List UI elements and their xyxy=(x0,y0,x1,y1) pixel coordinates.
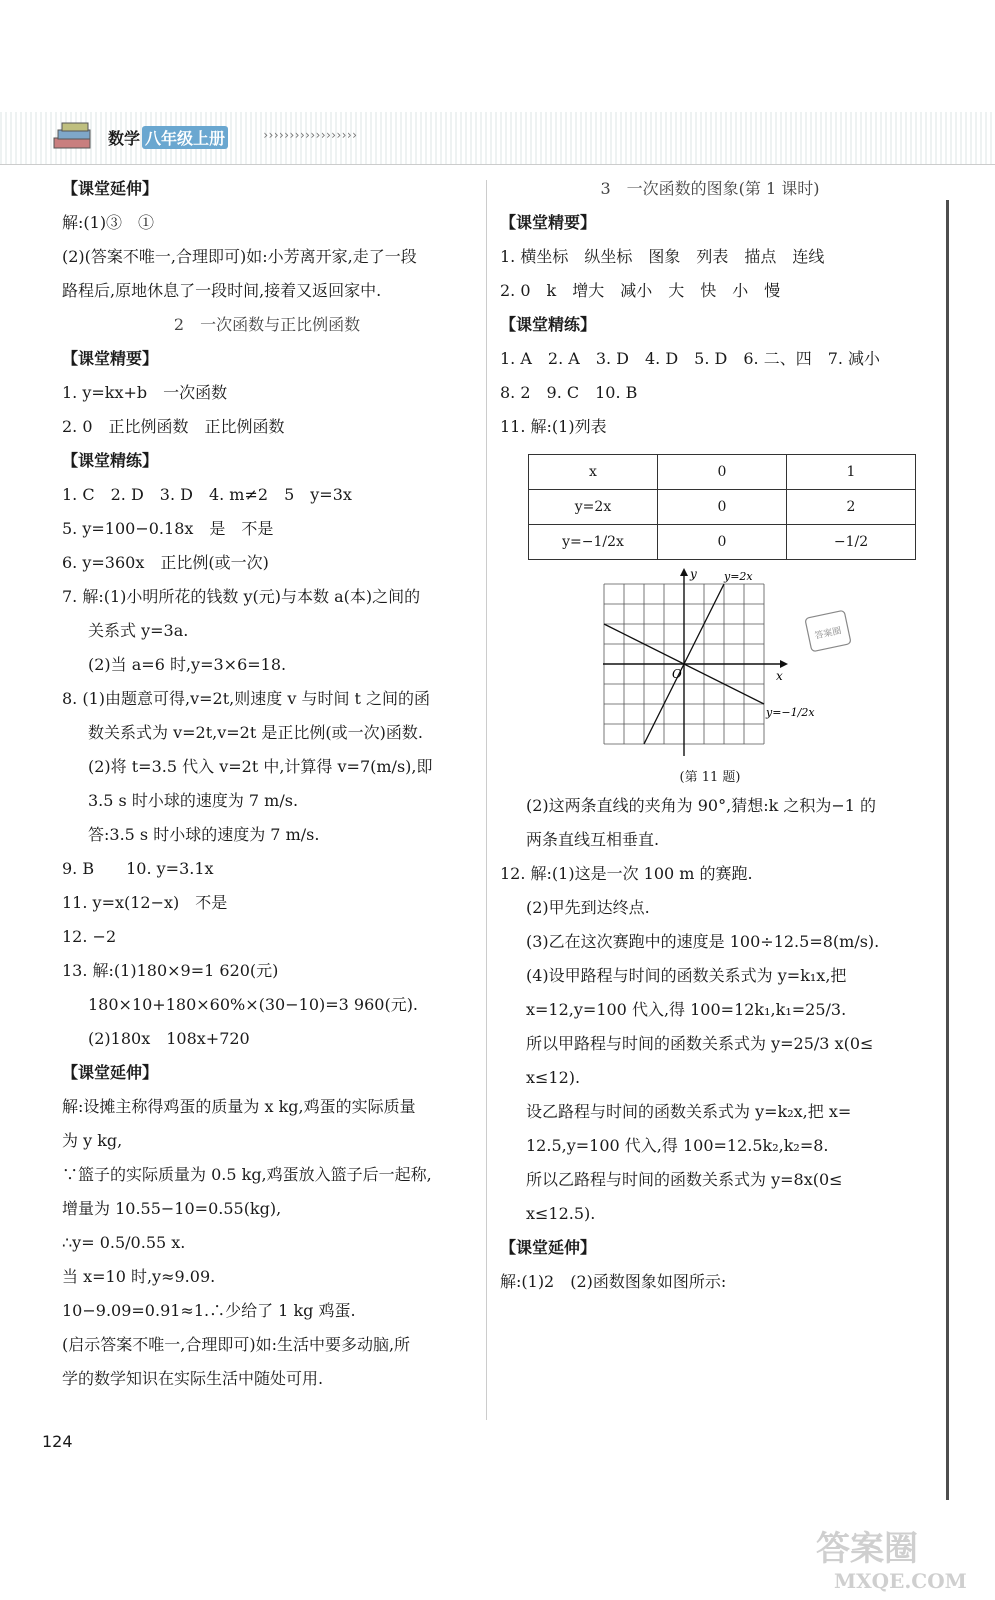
text-line: 答:3.5 s 时小球的速度为 7 m/s. xyxy=(88,825,320,844)
text-line: 1. C 2. D 3. D 4. m≠2 5 y=3x xyxy=(62,485,352,504)
text-line: 为 y kg, xyxy=(62,1131,123,1150)
text-line: 路程后,原地休息了一段时间,接着又返回家中. xyxy=(62,281,382,300)
table-cell: 1 xyxy=(787,455,916,490)
text-line: x=12,y=100 代入,得 100=12k₁,k₁=25/3. xyxy=(526,1000,847,1019)
text-line: x≤12.5). xyxy=(526,1204,596,1223)
text-line: 12.5,y=100 代入,得 100=12.5k₂,k₂=8. xyxy=(526,1136,829,1155)
table-cell: y=−1/2x xyxy=(529,525,658,560)
line-label-2x: y=2x xyxy=(724,570,753,583)
table-cell: 2 xyxy=(787,490,916,525)
watermark-logo xyxy=(810,1520,980,1595)
text-line: 设乙路程与时间的函数关系式为 y=k₂x,把 x= xyxy=(526,1102,852,1121)
text-line: 11. 解:(1)列表 xyxy=(500,417,607,436)
left-column xyxy=(62,172,472,1396)
text-line: 1. 横坐标 纵坐标 图象 列表 描点 连线 xyxy=(500,247,825,266)
text-line: (3)乙在这次赛跑中的速度是 100÷12.5=8(m/s). xyxy=(526,932,880,951)
table-row xyxy=(529,490,916,525)
table-cell: y=2x xyxy=(529,490,658,525)
right-column xyxy=(500,172,920,1299)
right-top-text xyxy=(500,172,920,444)
table-row xyxy=(529,455,916,490)
answer-table xyxy=(528,454,916,560)
section-heading: 【课堂延伸】 xyxy=(62,1063,159,1082)
text-line: 3.5 s 时小球的速度为 7 m/s. xyxy=(88,791,299,810)
table-cell: x xyxy=(529,455,658,490)
text-line: 关系式 y=3a. xyxy=(88,621,189,640)
text-line: 解:(1)2 (2)函数图象如图所示: xyxy=(500,1272,727,1291)
section-heading: 【课堂延伸】 xyxy=(500,1238,597,1257)
text-line: (2)当 a=6 时,y=3×6=18. xyxy=(88,655,287,674)
header-subject: 数学 xyxy=(108,129,141,148)
column-divider xyxy=(486,180,487,1420)
table-cell: −1/2 xyxy=(787,525,916,560)
text-line: 解:(1)③ ① xyxy=(62,213,155,232)
books-icon xyxy=(52,120,96,154)
text-line: 11. y=x(12−x) 不是 xyxy=(62,893,228,912)
page-header xyxy=(0,112,995,165)
text-line: (启示答案不唯一,合理即可)如:生活中要多动脑,所 xyxy=(62,1335,411,1354)
header-title xyxy=(108,126,228,149)
text-line: 6. y=360x 正比例(或一次) xyxy=(62,553,269,572)
text-line: 学的数学知识在实际生活中随处可用. xyxy=(62,1369,324,1388)
section-heading: 【课堂精练】 xyxy=(62,451,159,470)
text-line: 12. 解:(1)这是一次 100 m 的赛跑. xyxy=(500,864,753,883)
section-heading: 【课堂精要】 xyxy=(62,349,159,368)
text-line: 数关系式为 v=2t,v=2t 是正比例(或一次)函数. xyxy=(88,723,423,742)
watermark-domain: MXQE.COM xyxy=(834,1569,967,1593)
text-line: 5. y=100−0.18x 是 不是 xyxy=(62,519,274,538)
text-line: 8. 2 9. C 10. B xyxy=(500,383,638,402)
text-line: (2)将 t=3.5 代入 v=2t 中,计算得 v=7(m/s),即 xyxy=(88,757,433,776)
text-line: 8. (1)由题意可得,v=2t,则速度 v 与时间 t 之间的函 xyxy=(62,689,431,708)
x-axis-label: x xyxy=(776,669,783,683)
text-line: 13. 解:(1)180×9=1 620(元) xyxy=(62,961,279,980)
binding-edge xyxy=(946,200,949,1500)
text-line: 所以乙路程与时间的函数关系式为 y=8x(0≤ xyxy=(526,1170,843,1189)
watermark-text: 答案圈 xyxy=(816,1529,918,1569)
text-line: (2)甲先到达终点. xyxy=(526,898,650,917)
graph-caption: (第 11 题) xyxy=(679,770,741,785)
chapter-title: 3 一次函数的图象(第 1 课时) xyxy=(600,179,820,198)
text-line: 1. A 2. A 3. D 4. D 5. D 6. 二、四 7. 减小 xyxy=(500,349,881,368)
function-graph xyxy=(598,568,828,760)
section-heading: 【课堂精练】 xyxy=(500,315,597,334)
origin-label: O xyxy=(672,667,682,681)
text-line: 2. 0 k 增大 减小 大 快 小 慢 xyxy=(500,281,781,300)
text-line: 7. 解:(1)小明所花的钱数 y(元)与本数 a(本)之间的 xyxy=(62,587,421,606)
text-line: 9. B 10. y=3.1x xyxy=(62,859,214,878)
text-line: ∵篮子的实际质量为 0.5 kg,鸡蛋放入篮子后一起称, xyxy=(62,1165,432,1184)
table-cell: 0 xyxy=(658,525,787,560)
header-arrows: ›››››››››››››››››› xyxy=(262,128,357,142)
x-axis-arrow xyxy=(780,660,788,668)
y-axis-arrow xyxy=(680,568,688,576)
text-line: x≤12). xyxy=(526,1068,581,1087)
right-bottom-text xyxy=(500,789,920,1299)
text-line: 12. −2 xyxy=(62,927,117,946)
stamp-text: 答案圈 xyxy=(813,626,843,642)
text-line: 10−9.09=0.91≈1.∴少给了 1 kg 鸡蛋. xyxy=(62,1301,356,1320)
text-line: 增量为 10.55−10=0.55(kg), xyxy=(62,1199,282,1218)
text-line: ∴y= 0.5/0.55 x. xyxy=(62,1233,186,1252)
line-label-neg-half-x: y=−1/2x xyxy=(766,706,815,719)
chapter-title: 2 一次函数与正比例函数 xyxy=(173,315,361,334)
table-cell: 0 xyxy=(658,490,787,525)
header-grade: 八年级上册 xyxy=(142,126,228,149)
section-heading: 【课堂延伸】 xyxy=(62,179,159,198)
text-line: 解:设摊主称得鸡蛋的质量为 x kg,鸡蛋的实际质量 xyxy=(62,1097,416,1116)
text-line: 2. 0 正比例函数 正比例函数 xyxy=(62,417,285,436)
stamp-icon xyxy=(800,608,860,658)
text-line: 180×10+180×60%×(30−10)=3 960(元). xyxy=(88,995,419,1014)
text-line: 1. y=kx+b 一次函数 xyxy=(62,383,228,402)
text-line: 所以甲路程与时间的函数关系式为 y=25/3 x(0≤ xyxy=(526,1034,874,1053)
table-cell: 0 xyxy=(658,455,787,490)
text-line: 当 x=10 时,y≈9.09. xyxy=(62,1267,216,1286)
table-row xyxy=(529,525,916,560)
y-axis-label: y xyxy=(690,568,697,581)
text-line: (4)设甲路程与时间的函数关系式为 y=k₁x,把 xyxy=(526,966,847,985)
section-heading: 【课堂精要】 xyxy=(500,213,597,232)
text-line: 两条直线互相垂直. xyxy=(526,830,660,849)
page-number: 124 xyxy=(42,1432,73,1451)
text-line: (2)这两条直线的夹角为 90°,猜想:k 之积为−1 的 xyxy=(526,796,877,815)
text-line: (2)180x 108x+720 xyxy=(88,1029,250,1048)
text-line: (2)(答案不唯一,合理即可)如:小芳离开家,走了一段 xyxy=(62,247,417,266)
